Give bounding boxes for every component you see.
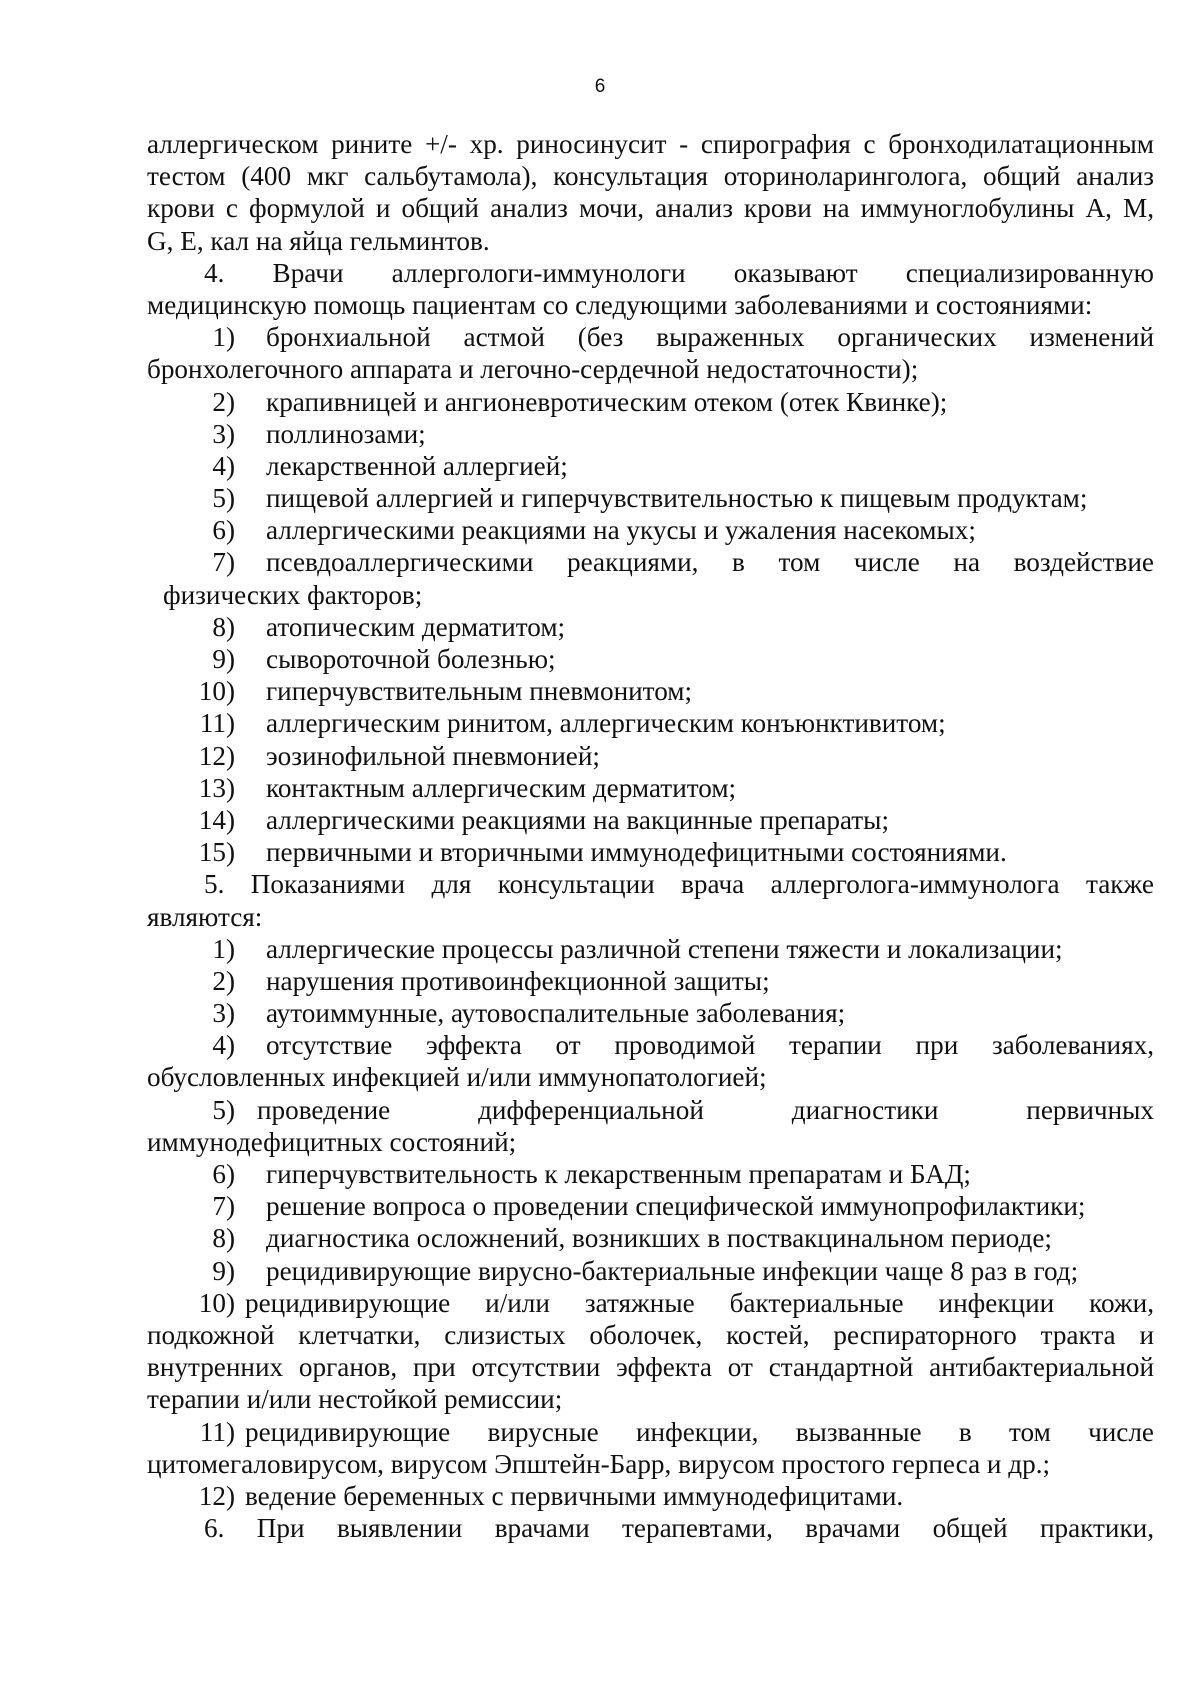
list-item bbox=[147, 1287, 1154, 1319]
list-number: 8) bbox=[212, 611, 235, 642]
list-number: 5) bbox=[212, 1094, 235, 1125]
list-text: решение вопроса о проведении специфической иммунопрофилактики; bbox=[266, 1191, 1086, 1222]
list-item bbox=[147, 482, 1154, 514]
section-5-heading-line: 5. Показаниями для консультации врача аллерголога-иммунолога также bbox=[204, 869, 1154, 900]
continuation-line: G, E, кал на яйца гельминтов. bbox=[147, 225, 490, 256]
list-item bbox=[147, 836, 1154, 868]
list-number: 2) bbox=[212, 965, 235, 996]
continuation-line: аллергическом рините +/- хр. риносинусит - спирография с бронходилатационным bbox=[147, 129, 1154, 159]
list-item bbox=[147, 1190, 1154, 1222]
list-item bbox=[147, 997, 1154, 1029]
list-number: 9) bbox=[212, 1255, 235, 1286]
list-number: 13) bbox=[198, 772, 235, 803]
list-number: 4) bbox=[212, 1030, 235, 1061]
section-6-heading-line: 6. При выявлении врачами терапевтами, врачами общей практики, bbox=[204, 1513, 1154, 1544]
list-text: аутоиммунные, аутовоспалительные заболевания; bbox=[266, 998, 846, 1029]
document-body bbox=[147, 128, 1154, 1544]
list-item bbox=[147, 321, 1154, 353]
list-number: 15) bbox=[198, 837, 235, 868]
list-number: 6) bbox=[212, 515, 235, 546]
list-text: рецидивирующие вирусно-бактериальные инфекции чаще 8 раз в год; bbox=[266, 1255, 1079, 1286]
list-number: 12) bbox=[198, 1480, 235, 1511]
list-item bbox=[147, 546, 1154, 578]
list-text: контактным аллергическим дерматитом; bbox=[266, 772, 737, 803]
list-item bbox=[147, 707, 1154, 739]
list-item bbox=[147, 740, 1154, 772]
list-number: 11) bbox=[199, 708, 235, 739]
list-item bbox=[147, 1158, 1154, 1190]
list-number: 4) bbox=[212, 450, 235, 481]
list-text: аллергические процессы различной степени тяжести и локализации; bbox=[266, 933, 1063, 964]
list-item bbox=[147, 933, 1154, 965]
list-item bbox=[147, 514, 1154, 546]
list-text: отсутствие эффекта от проводимой терапии при заболеваниях, bbox=[266, 1030, 1154, 1061]
list-text: гиперчувствительным пневмонитом; bbox=[266, 676, 693, 707]
list-text: первичными и вторичными иммунодефицитными состояниями. bbox=[266, 837, 1007, 868]
list-text: крапивницей и ангионевротическим отеком (отек Квинке); bbox=[266, 386, 948, 417]
list-number: 3) bbox=[212, 998, 235, 1029]
list-number: 10) bbox=[198, 1287, 235, 1318]
list-text: аллергическим ринитом, аллергическим конъюнктивитом; bbox=[266, 708, 946, 739]
list-number: 6) bbox=[212, 1159, 235, 1189]
list-text: ведение беременных с первичными иммунодефицитами. bbox=[245, 1480, 904, 1511]
list-text: гиперчувствительность к лекарственным препаратам и БАД; bbox=[266, 1159, 971, 1189]
list-number: 1) bbox=[212, 933, 235, 964]
list-number: 10) bbox=[198, 676, 235, 707]
list-text: сывороточной болезнью; bbox=[266, 644, 556, 674]
list-item-continuation: цитомегаловирусом, вирусом Эпштейн-Барр, вирусом простого герпеса и др.; bbox=[147, 1448, 1051, 1479]
list-text: лекарственной аллергией; bbox=[266, 450, 568, 481]
list-number: 7) bbox=[212, 547, 235, 578]
list-number: 12) bbox=[198, 740, 235, 771]
list-text: рецидивирующие вирусные инфекции, вызванные в том числе bbox=[245, 1416, 1154, 1447]
continuation-line: тестом (400 мкг сальбутамола), консультация оториноларинголога, общий анализ bbox=[147, 161, 1154, 192]
list-item bbox=[147, 1480, 1154, 1512]
list-text: пищевой аллергией и гиперчувствительностью к пищевым продуктам; bbox=[266, 483, 1088, 514]
list-number: 7) bbox=[212, 1191, 235, 1222]
list-item-continuation: иммунодефицитных состояний; bbox=[147, 1126, 517, 1157]
list-item bbox=[147, 450, 1154, 482]
list-text: аллергическими реакциями на вакцинные препараты; bbox=[266, 804, 890, 835]
list-text: рецидивирующие и/или затяжные бактериальные инфекции кожи, bbox=[245, 1287, 1154, 1318]
list-number: 11) bbox=[199, 1416, 235, 1447]
list-text: атопическим дерматитом; bbox=[266, 611, 566, 642]
list-text: эозинофильной пневмонией; bbox=[266, 740, 600, 771]
list-text: аллергическими реакциями на укусы и ужаления насекомых; bbox=[266, 515, 976, 546]
list-text: поллинозами; bbox=[266, 418, 426, 449]
list-text: диагностика осложнений, возникших в поствакцинальном периоде; bbox=[266, 1223, 1052, 1254]
list-item-continuation: подкожной клетчатки, слизистых оболочек, костей, респираторного тракта и bbox=[147, 1319, 1154, 1350]
list-item bbox=[147, 675, 1154, 707]
list-item bbox=[147, 1255, 1154, 1287]
list-number: 14) bbox=[198, 804, 235, 835]
list-number: 3) bbox=[212, 418, 235, 449]
list-item-continuation: обусловленных инфекцией и/или иммунопатологией; bbox=[147, 1062, 767, 1093]
page-number: 6 bbox=[594, 76, 606, 97]
list-text: бронхиальной астмой (без выраженных органических изменений bbox=[266, 322, 1154, 353]
list-item-continuation: физических факторов; bbox=[163, 579, 423, 610]
list-number: 1) bbox=[212, 322, 235, 353]
list-item bbox=[147, 772, 1154, 804]
list-item bbox=[147, 418, 1154, 450]
list-text: проведение дифференциальной диагностики первичных bbox=[257, 1094, 1154, 1125]
list-item bbox=[147, 386, 1154, 418]
continuation-line: крови с формулой и общий анализ мочи, анализ крови на иммуноглобулины A, M, bbox=[147, 193, 1154, 224]
list-text: псевдоаллергическими реакциями, в том числе на воздействие bbox=[266, 547, 1154, 578]
list-number: 9) bbox=[212, 644, 235, 674]
list-number: 5) bbox=[212, 483, 235, 514]
list-item bbox=[147, 1094, 1154, 1126]
list-number: 8) bbox=[212, 1223, 235, 1254]
list-item bbox=[147, 1416, 1154, 1448]
list-text: нарушения противоинфекционной защиты; bbox=[266, 965, 770, 996]
section-4-heading-line: медицинскую помощь пациентам со следующими заболеваниями и состояниями: bbox=[147, 289, 1093, 320]
list-item bbox=[147, 611, 1154, 643]
list-item bbox=[147, 1222, 1154, 1254]
list-item bbox=[147, 965, 1154, 997]
list-item bbox=[147, 643, 1154, 675]
list-item-continuation: терапии и/или нестойкой ремиссии; bbox=[147, 1384, 563, 1415]
list-item bbox=[147, 1029, 1154, 1061]
list-number: 2) bbox=[212, 386, 235, 417]
list-item bbox=[147, 804, 1154, 836]
section-5-heading-line: являются: bbox=[147, 901, 263, 932]
section-4-heading-line: 4. Врачи аллергологи-иммунологи оказывают специализированную bbox=[204, 257, 1154, 288]
list-item-continuation: внутренних органов, при отсутствии эффекта от стандартной антибактериальной bbox=[147, 1352, 1154, 1383]
list-item-continuation: бронхолегочного аппарата и легочно-сердечной недостаточности); bbox=[147, 354, 919, 385]
